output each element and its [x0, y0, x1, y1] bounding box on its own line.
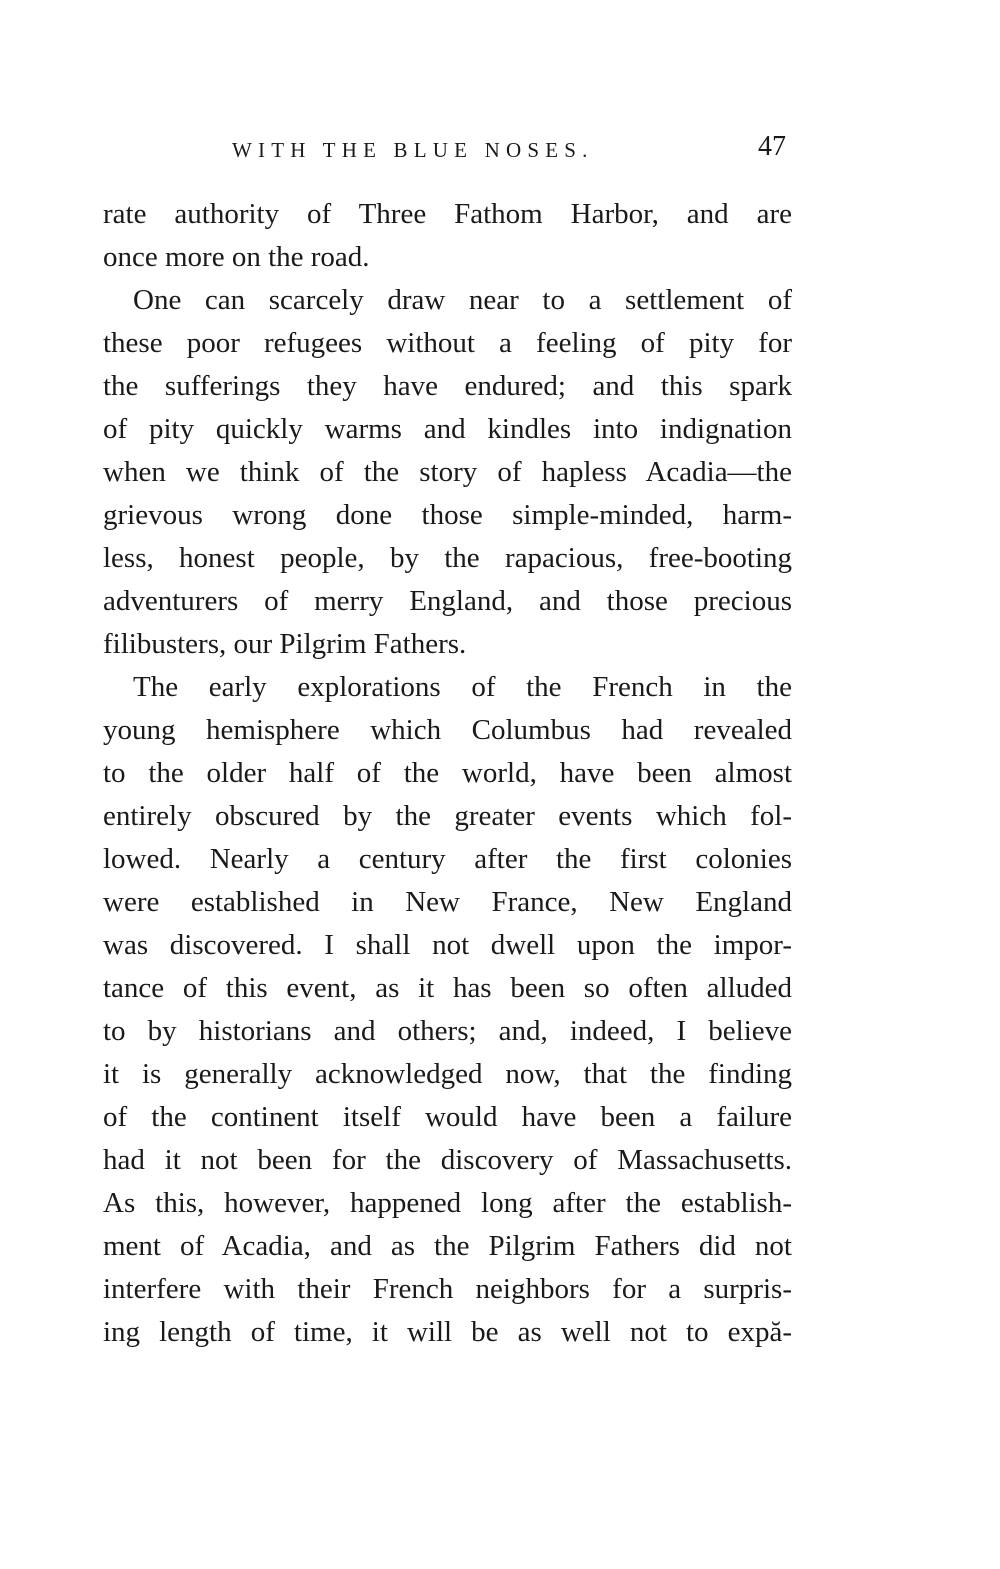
text-line: The early explorations of the French in the — [133, 671, 792, 703]
text-line: these poor refugees without a feeling of pity for — [103, 327, 792, 359]
text-line: it is generally acknowledged now, that the finding — [103, 1058, 792, 1090]
text-line: filibusters, our Pilgrim Fathers. — [103, 628, 467, 660]
text-line: the sufferings they have endured; and this spark — [103, 370, 792, 402]
text-line: interfere with their French neighbors for a surpris- — [103, 1273, 792, 1305]
text-line: tance of this event, as it has been so often alluded — [103, 972, 792, 1004]
text-line: young hemisphere which Columbus had revealed — [103, 714, 792, 746]
text-line: As this, however, happened long after the establish- — [103, 1187, 792, 1219]
text-line: adventurers of merry England, and those precious — [103, 585, 792, 617]
page-number: 47 — [758, 131, 786, 162]
text-line: rate authority of Three Fathom Harbor, and are — [103, 198, 792, 230]
text-line: had it not been for the discovery of Massachusetts. — [103, 1144, 792, 1176]
text-line: when we think of the story of hapless Acadia—the — [103, 456, 792, 488]
text-line: ment of Acadia, and as the Pilgrim Fathers did not — [103, 1230, 792, 1262]
text-line: of pity quickly warms and kindles into indignation — [103, 413, 792, 445]
text-line: to by historians and others; and, indeed, I believe — [103, 1015, 792, 1047]
text-line: lowed. Nearly a century after the first colonies — [103, 843, 792, 875]
text-line: of the continent itself would have been a failure — [103, 1101, 792, 1133]
text-line: One can scarcely draw near to a settlement of — [133, 284, 792, 316]
text-line: were established in New France, New England — [103, 886, 792, 918]
text-line: to the older half of the world, have been almost — [103, 757, 792, 789]
text-line: grievous wrong done those simple-minded, harm- — [103, 499, 792, 531]
text-line: ing length of time, it will be as well not to expă- — [103, 1316, 792, 1348]
text-line: entirely obscured by the greater events which fol- — [103, 800, 792, 832]
running-title: WITH THE BLUE NOSES. — [232, 138, 594, 162]
text-line: was discovered. I shall not dwell upon the impor- — [103, 929, 792, 961]
text-line: less, honest people, by the rapacious, free-booting — [103, 542, 792, 574]
text-line: once more on the road. — [103, 241, 370, 273]
